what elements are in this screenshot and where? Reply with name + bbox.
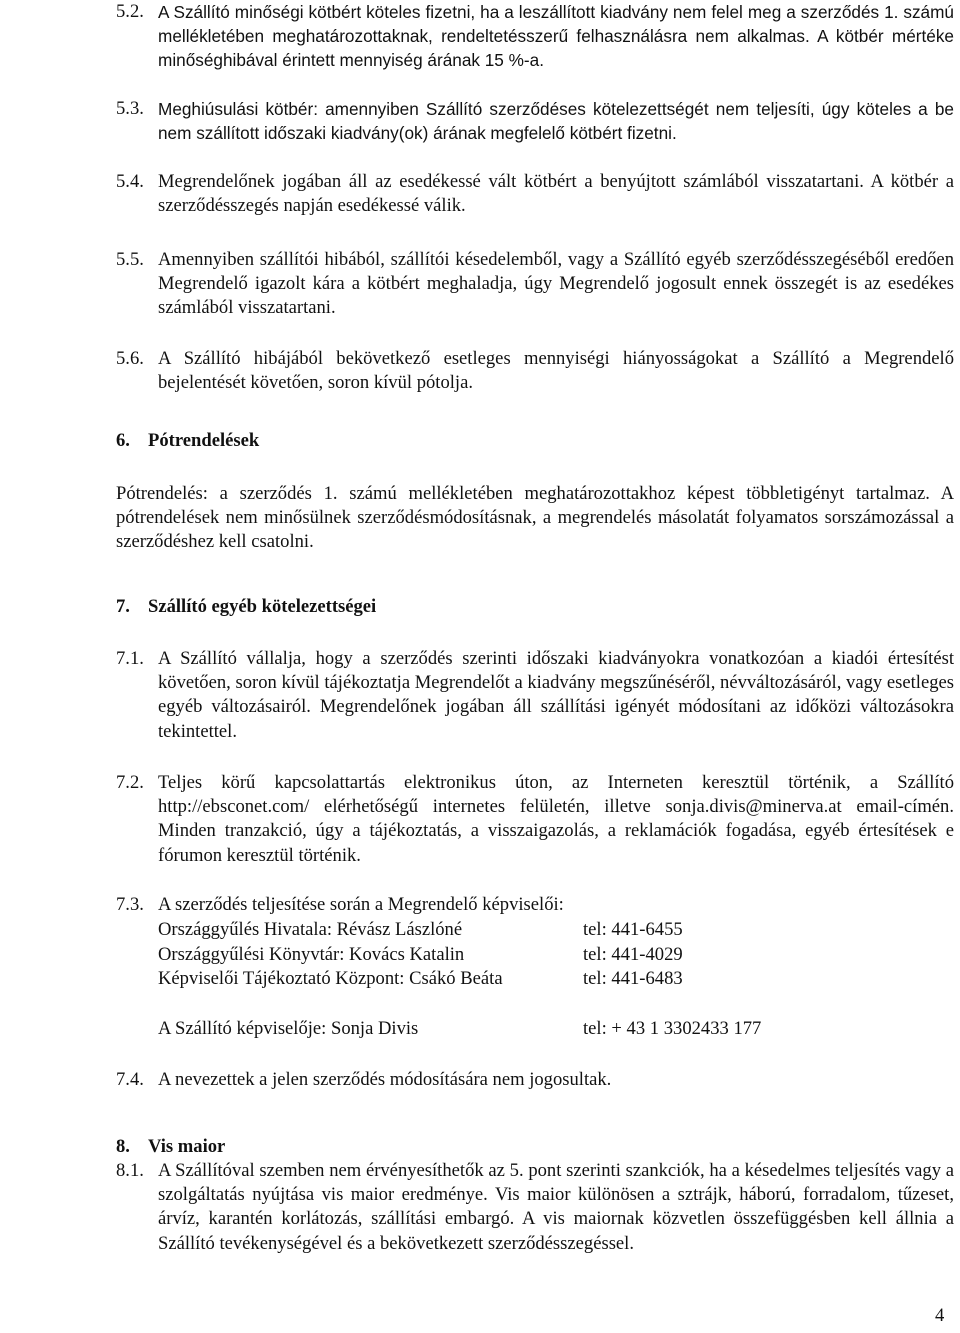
paragraph-number: 7.3. — [116, 894, 144, 915]
paragraph-7-4 — [116, 1068, 954, 1092]
section-8-heading — [116, 1135, 225, 1159]
paragraph-number: 8.1. — [116, 1160, 144, 1181]
paragraph-text: A Szállító vállalja, hogy a szerződés szerinti időszaki kiadványokra vonatkozóan a kiadói értesítést követően, soron kívül tájékoztatja Megrendelőt a kiadvány megszűnéséről, névváltozásáról, vagy esetleges egyéb változásairól. Megrendelőnek jogában áll szállítási igényét módosítani az időközi változásokra tekintettel. — [158, 648, 954, 742]
supplier-representative-phone: tel: + 43 1 3302433 177 — [583, 1018, 762, 1039]
paragraph-text: A szerződés teljesítése során a Megrendelő képviselői: — [158, 894, 564, 915]
representative-phone: tel: 441-6455 — [583, 919, 683, 940]
paragraph-5-4 — [116, 170, 954, 218]
section-title: Szállító egyéb kötelezettségei — [148, 596, 377, 617]
representative-name: Országgyűlés Hivatala: Révász Lászlóné — [158, 919, 463, 940]
section-number: 7. — [116, 596, 130, 617]
representative-phone: tel: 441-6483 — [583, 968, 683, 989]
paragraph-7-2 — [116, 771, 954, 868]
paragraph-7-1 — [116, 647, 954, 744]
section-title: Vis maior — [148, 1136, 226, 1157]
paragraph-text: Meghiúsulási kötbér: amennyiben Szállító szerződéses kötelezettségét nem teljesíti, úgy köteles a be nem szállított időszaki kiadvány(ok) árának megfelelő kötbért fizetni. — [158, 99, 954, 144]
paragraph-7-3 — [116, 893, 954, 917]
paragraph-5-6 — [116, 347, 954, 395]
section-7-heading — [116, 595, 376, 619]
section-number: 8. — [116, 1136, 130, 1157]
paragraph-number: 7.2. — [116, 772, 144, 793]
section-title: Pótrendelések — [148, 430, 260, 451]
paragraph-number: 5.3. — [116, 98, 144, 119]
representative-name: Képviselői Tájékoztató Központ: Csákó Beáta — [158, 968, 503, 989]
paragraph-number: 5.4. — [116, 171, 144, 192]
paragraph-text: Teljes körű kapcsolattartás elektronikus úton, az Interneten keresztül történik, a Szállító http://ebsconet.com/ elérhetőségű internetes felületén, illetve sonja.divis@minerva.at email-címén. Minden tranzakció, úgy a tájékoztatás, a visszaigazolás, a reklamációk fogadása, egyéb értesítések e fórumon keresztül történik. — [158, 772, 954, 866]
paragraph-text: A nevezettek a jelen szerződés módosítására nem jogosultak. — [158, 1069, 612, 1090]
paragraph-text: A Szállító minőségi kötbért köteles fizetni, ha a leszállított kiadvány nem felel meg a szerződés 1. számú mellékletében meghatározottaknak, rendeltetésszerű felhasználásra nem alkalmas. A kötbér mértéke minőséghibával érintett mennyiség árának 15 %-a. — [158, 2, 954, 71]
section-number: 6. — [116, 430, 130, 451]
paragraph-text: Amennyiben szállítói hibából, szállítói késedelemből, vagy a Szállító egyéb szerződésszegéséből eredően Megrendelő igazolt kára a kötbért meghaladja, úgy Megrendelő jogosult ennek összegét is az esedékes számlából visszatartani. — [158, 249, 954, 319]
paragraph-number: 5.2. — [116, 1, 144, 22]
paragraph-text: A Szállítóval szemben nem érvényesíthetők az 5. pont szerinti szankciók, ha a késedelmes teljesítés vagy a szolgáltatás nyújtása vis maior eredménye. Vis maior különösen a sztrájk, háború, forradalom, tűzeset, árvíz, karantén korlátozás, szállítási embargó. A vis maiornak közvetlen összefüggésben kell állnia a Szállító tevékenységével és a bekövetkezett szerződésszegéssel. — [158, 1160, 954, 1254]
paragraph-number: 5.6. — [116, 348, 144, 369]
paragraph-5-3 — [116, 97, 954, 145]
representative-phone: tel: 441-4029 — [583, 944, 683, 965]
paragraph-5-5 — [116, 248, 954, 321]
paragraph-text: A Szállító hibájából bekövetkező esetleges mennyiségi hiányosságokat a Szállító a Megrendelő bejelentését követően, soron kívül pótolja. — [158, 348, 954, 394]
representative-name: Országgyűlési Könyvtár: Kovács Katalin — [158, 944, 465, 965]
paragraph-text: Megrendelőnek jogában áll az esedékessé vált kötbért a benyújtott számlából visszatartani. A kötbér a szerződésszegés napján esedékessé válik. — [158, 171, 954, 217]
section-6-heading — [116, 429, 259, 453]
supplier-representative-name: A Szállító képviselője: Sonja Divis — [158, 1018, 419, 1039]
paragraph-number: 7.4. — [116, 1069, 144, 1090]
section-6-text: Pótrendelés: a szerződés 1. számú mellékletében meghatározottakhoz képest többletigényt tartalmaz. A pótrendelések nem minősülnek szerződésmódosításnak, a megrendelés másolatát folyamatos sorszámozással a szerződéshez kell csatolni. — [116, 483, 954, 553]
paragraph-number: 7.1. — [116, 648, 144, 669]
page-number: 4 — [935, 1305, 945, 1326]
paragraph-number: 5.5. — [116, 249, 144, 270]
paragraph-8-1 — [116, 1159, 954, 1256]
paragraph-5-2 — [116, 0, 954, 73]
